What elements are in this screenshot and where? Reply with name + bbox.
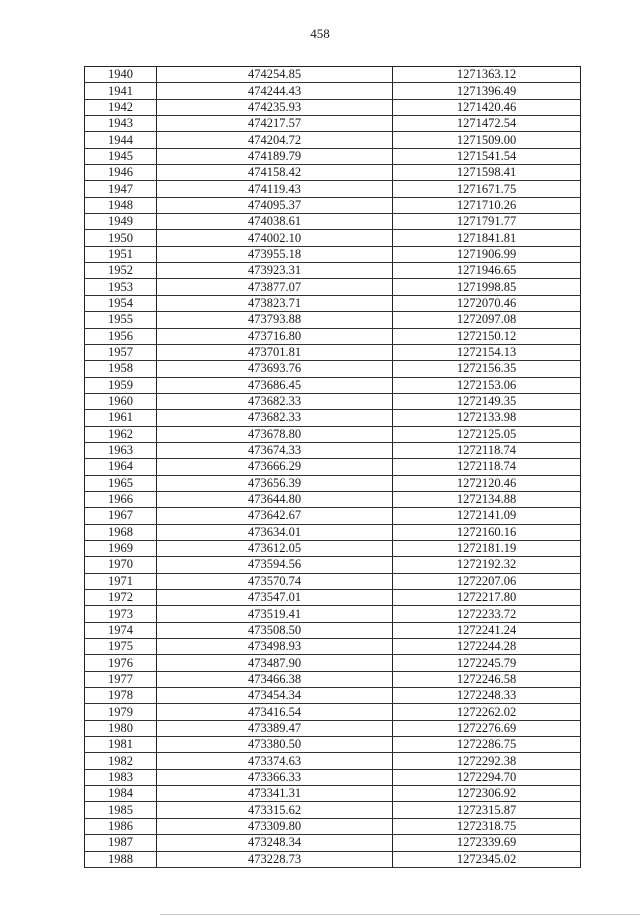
scan-edge-line [160, 914, 640, 915]
year-cell: 1977 [85, 671, 157, 687]
value-1-cell: 473793.88 [157, 312, 393, 328]
year-cell: 1957 [85, 344, 157, 360]
value-1-cell: 474217.57 [157, 116, 393, 132]
value-1-cell: 474235.93 [157, 99, 393, 115]
year-cell: 1966 [85, 491, 157, 507]
table-row [85, 688, 581, 704]
table-row [85, 344, 581, 360]
value-2-cell: 1272150.12 [393, 328, 581, 344]
table-row [85, 737, 581, 753]
year-cell: 1988 [85, 851, 157, 867]
value-2-cell: 1272097.08 [393, 312, 581, 328]
table-row [85, 132, 581, 148]
table-row [85, 246, 581, 262]
year-cell: 1951 [85, 246, 157, 262]
value-2-cell: 1272133.98 [393, 410, 581, 426]
year-cell: 1961 [85, 410, 157, 426]
year-cell: 1974 [85, 622, 157, 638]
year-cell: 1947 [85, 181, 157, 197]
value-1-cell: 473955.18 [157, 246, 393, 262]
value-1-cell: 473380.50 [157, 737, 393, 753]
value-1-cell: 473666.29 [157, 459, 393, 475]
table-row [85, 720, 581, 736]
value-1-cell: 473682.33 [157, 393, 393, 409]
year-cell: 1946 [85, 165, 157, 181]
table-row [85, 639, 581, 655]
value-1-cell: 473248.34 [157, 835, 393, 851]
value-2-cell: 1271598.41 [393, 165, 581, 181]
year-cell: 1943 [85, 116, 157, 132]
value-2-cell: 1272318.75 [393, 818, 581, 834]
value-2-cell: 1272070.46 [393, 295, 581, 311]
value-1-cell: 474002.10 [157, 230, 393, 246]
value-1-cell: 474204.72 [157, 132, 393, 148]
value-2-cell: 1271841.81 [393, 230, 581, 246]
value-1-cell: 474158.42 [157, 165, 393, 181]
value-1-cell: 473416.54 [157, 704, 393, 720]
value-2-cell: 1271946.65 [393, 263, 581, 279]
year-cell: 1949 [85, 214, 157, 230]
year-cell: 1962 [85, 426, 157, 442]
year-cell: 1941 [85, 83, 157, 99]
year-cell: 1986 [85, 818, 157, 834]
value-1-cell: 473594.56 [157, 557, 393, 573]
table-row [85, 704, 581, 720]
year-cell: 1969 [85, 540, 157, 556]
year-cell: 1948 [85, 197, 157, 213]
table-row [85, 459, 581, 475]
table-row [85, 426, 581, 442]
year-cell: 1944 [85, 132, 157, 148]
year-cell: 1958 [85, 361, 157, 377]
value-2-cell: 1272339.69 [393, 835, 581, 851]
value-1-cell: 473389.47 [157, 720, 393, 736]
value-1-cell: 473309.80 [157, 818, 393, 834]
value-2-cell: 1272286.75 [393, 737, 581, 753]
value-2-cell: 1272233.72 [393, 606, 581, 622]
year-cell: 1984 [85, 786, 157, 802]
value-1-cell: 473454.34 [157, 688, 393, 704]
value-2-cell: 1272345.02 [393, 851, 581, 867]
value-2-cell: 1272156.35 [393, 361, 581, 377]
value-2-cell: 1272134.88 [393, 491, 581, 507]
value-2-cell: 1272217.80 [393, 590, 581, 606]
table-row [85, 671, 581, 687]
table-row [85, 442, 581, 458]
year-cell: 1942 [85, 99, 157, 115]
value-2-cell: 1271541.54 [393, 148, 581, 164]
table-row [85, 835, 581, 851]
page-number: 458 [310, 26, 330, 41]
table-row [85, 573, 581, 589]
table-row [85, 197, 581, 213]
value-1-cell: 473644.80 [157, 491, 393, 507]
value-1-cell: 474244.43 [157, 83, 393, 99]
table-row [85, 491, 581, 507]
value-1-cell: 473487.90 [157, 655, 393, 671]
value-1-cell: 473366.33 [157, 769, 393, 785]
value-2-cell: 1272276.69 [393, 720, 581, 736]
value-1-cell: 473823.71 [157, 295, 393, 311]
table-row [85, 540, 581, 556]
value-1-cell: 474254.85 [157, 67, 393, 83]
value-2-cell: 1272118.74 [393, 442, 581, 458]
table-row [85, 475, 581, 491]
value-2-cell: 1272160.16 [393, 524, 581, 540]
value-1-cell: 473701.81 [157, 344, 393, 360]
value-2-cell: 1271396.49 [393, 83, 581, 99]
table-row [85, 802, 581, 818]
year-cell: 1975 [85, 639, 157, 655]
year-cell: 1953 [85, 279, 157, 295]
year-cell: 1945 [85, 148, 157, 164]
year-cell: 1960 [85, 393, 157, 409]
value-1-cell: 474095.37 [157, 197, 393, 213]
value-1-cell: 473612.05 [157, 540, 393, 556]
value-2-cell: 1272141.09 [393, 508, 581, 524]
table-row [85, 99, 581, 115]
value-1-cell: 473547.01 [157, 590, 393, 606]
value-2-cell: 1272154.13 [393, 344, 581, 360]
table-row [85, 181, 581, 197]
value-1-cell: 473341.31 [157, 786, 393, 802]
value-2-cell: 1272118.74 [393, 459, 581, 475]
year-cell: 1987 [85, 835, 157, 851]
table-row [85, 165, 581, 181]
value-2-cell: 1272181.19 [393, 540, 581, 556]
value-2-cell: 1272246.58 [393, 671, 581, 687]
value-2-cell: 1271363.12 [393, 67, 581, 83]
value-2-cell: 1271998.85 [393, 279, 581, 295]
value-1-cell: 473315.62 [157, 802, 393, 818]
value-1-cell: 473656.39 [157, 475, 393, 491]
coordinate-table [84, 66, 581, 868]
value-1-cell: 473923.31 [157, 263, 393, 279]
value-2-cell: 1272294.70 [393, 769, 581, 785]
value-1-cell: 473682.33 [157, 410, 393, 426]
value-2-cell: 1272192.32 [393, 557, 581, 573]
value-2-cell: 1272306.92 [393, 786, 581, 802]
year-cell: 1978 [85, 688, 157, 704]
value-2-cell: 1272207.06 [393, 573, 581, 589]
table-row [85, 279, 581, 295]
value-2-cell: 1272149.35 [393, 393, 581, 409]
value-2-cell: 1271509.00 [393, 132, 581, 148]
year-cell: 1981 [85, 737, 157, 753]
year-cell: 1968 [85, 524, 157, 540]
table-row [85, 557, 581, 573]
year-cell: 1971 [85, 573, 157, 589]
table-body [85, 67, 581, 868]
value-1-cell: 474038.61 [157, 214, 393, 230]
table-row [85, 410, 581, 426]
table-row [85, 263, 581, 279]
table-row [85, 769, 581, 785]
value-1-cell: 473634.01 [157, 524, 393, 540]
value-1-cell: 473642.67 [157, 508, 393, 524]
year-cell: 1983 [85, 769, 157, 785]
year-cell: 1964 [85, 459, 157, 475]
year-cell: 1970 [85, 557, 157, 573]
value-2-cell: 1272292.38 [393, 753, 581, 769]
year-cell: 1954 [85, 295, 157, 311]
table-row [85, 214, 581, 230]
year-cell: 1940 [85, 67, 157, 83]
table-row [85, 148, 581, 164]
table-row [85, 393, 581, 409]
value-1-cell: 473519.41 [157, 606, 393, 622]
value-1-cell: 473686.45 [157, 377, 393, 393]
table-row [85, 851, 581, 867]
value-1-cell: 474119.43 [157, 181, 393, 197]
year-cell: 1959 [85, 377, 157, 393]
value-2-cell: 1271906.99 [393, 246, 581, 262]
table-row [85, 67, 581, 83]
year-cell: 1950 [85, 230, 157, 246]
year-cell: 1982 [85, 753, 157, 769]
table-row [85, 116, 581, 132]
year-cell: 1973 [85, 606, 157, 622]
value-1-cell: 473228.73 [157, 851, 393, 867]
table-row [85, 328, 581, 344]
table-row [85, 312, 581, 328]
table-row [85, 295, 581, 311]
table-row [85, 606, 581, 622]
year-cell: 1967 [85, 508, 157, 524]
year-cell: 1965 [85, 475, 157, 491]
year-cell: 1952 [85, 263, 157, 279]
year-cell: 1979 [85, 704, 157, 720]
year-cell: 1955 [85, 312, 157, 328]
value-2-cell: 1272120.46 [393, 475, 581, 491]
year-cell: 1976 [85, 655, 157, 671]
year-cell: 1980 [85, 720, 157, 736]
year-cell: 1972 [85, 590, 157, 606]
value-2-cell: 1272244.28 [393, 639, 581, 655]
value-1-cell: 473466.38 [157, 671, 393, 687]
value-2-cell: 1272153.06 [393, 377, 581, 393]
value-1-cell: 474189.79 [157, 148, 393, 164]
value-2-cell: 1272241.24 [393, 622, 581, 638]
year-cell: 1956 [85, 328, 157, 344]
table-row [85, 377, 581, 393]
table-row [85, 361, 581, 377]
value-1-cell: 473374.63 [157, 753, 393, 769]
value-2-cell: 1271671.75 [393, 181, 581, 197]
value-2-cell: 1271710.26 [393, 197, 581, 213]
table-row [85, 83, 581, 99]
table-row [85, 508, 581, 524]
table-row [85, 818, 581, 834]
value-2-cell: 1272245.79 [393, 655, 581, 671]
table-row [85, 655, 581, 671]
value-2-cell: 1272262.02 [393, 704, 581, 720]
value-2-cell: 1271791.77 [393, 214, 581, 230]
value-1-cell: 473877.07 [157, 279, 393, 295]
table-row [85, 786, 581, 802]
table-row [85, 753, 581, 769]
value-1-cell: 473570.74 [157, 573, 393, 589]
year-cell: 1985 [85, 802, 157, 818]
table-row [85, 230, 581, 246]
year-cell: 1963 [85, 442, 157, 458]
value-1-cell: 473508.50 [157, 622, 393, 638]
table-row [85, 622, 581, 638]
value-1-cell: 473678.80 [157, 426, 393, 442]
table-row [85, 590, 581, 606]
value-1-cell: 473674.33 [157, 442, 393, 458]
value-1-cell: 473693.76 [157, 361, 393, 377]
value-2-cell: 1271472.54 [393, 116, 581, 132]
value-2-cell: 1272315.87 [393, 802, 581, 818]
value-1-cell: 473716.80 [157, 328, 393, 344]
value-2-cell: 1272248.33 [393, 688, 581, 704]
value-2-cell: 1272125.05 [393, 426, 581, 442]
table-row [85, 524, 581, 540]
value-1-cell: 473498.93 [157, 639, 393, 655]
value-2-cell: 1271420.46 [393, 99, 581, 115]
